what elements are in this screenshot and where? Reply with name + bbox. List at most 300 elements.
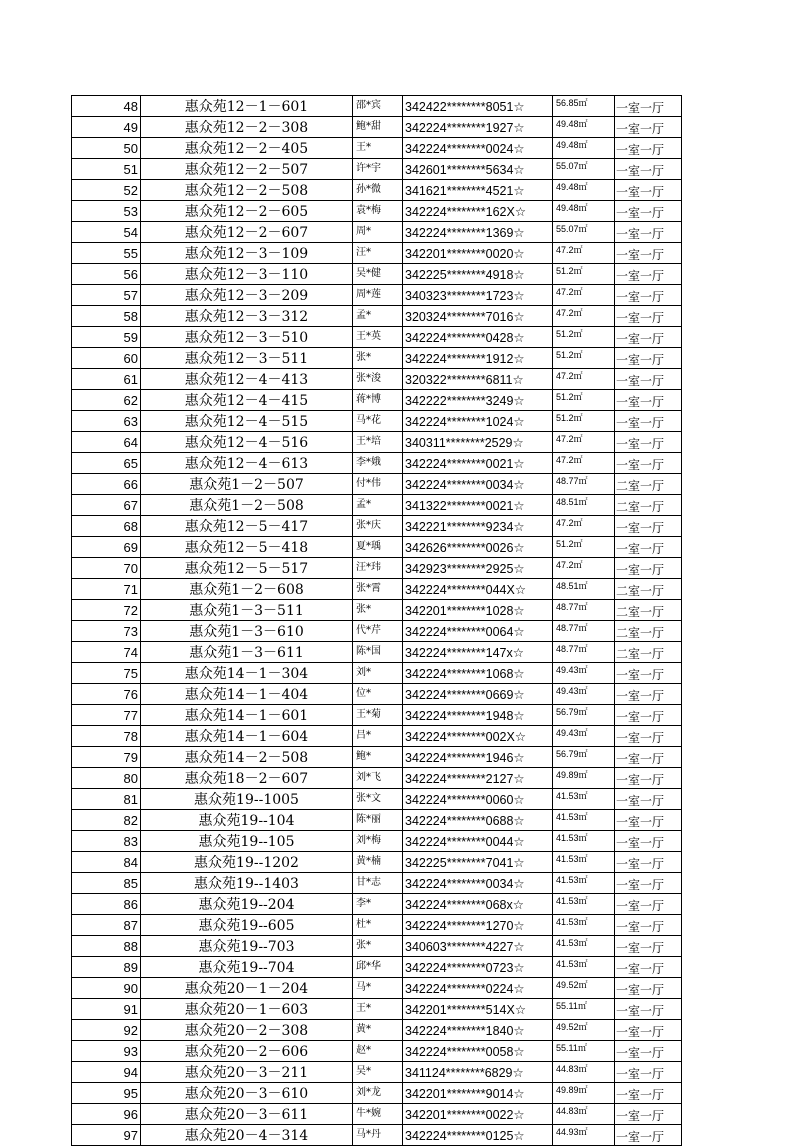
name-cell: 鲍*甜 xyxy=(353,117,403,138)
row-number-cell: 70 xyxy=(72,558,141,579)
table-row xyxy=(72,390,682,411)
unit-type-cell: 一室一厅 xyxy=(615,390,682,411)
table-row xyxy=(72,96,682,117)
unit-type-cell: 一室一厅 xyxy=(615,537,682,558)
table-row xyxy=(72,1125,682,1146)
address-cell: 惠众苑12－5－417 xyxy=(141,516,353,537)
name-cell: 甘*志 xyxy=(353,873,403,894)
id-number-cell: 342224********068x☆ xyxy=(403,894,553,915)
id-number-cell: 342224********1948☆ xyxy=(403,705,553,726)
table-row xyxy=(72,999,682,1020)
address-cell: 惠众苑1－2－507 xyxy=(141,474,353,495)
row-number-cell: 78 xyxy=(72,726,141,747)
unit-type-cell: 一室一厅 xyxy=(615,243,682,264)
id-number-cell: 342224********0723☆ xyxy=(403,957,553,978)
name-cell: 张*霄 xyxy=(353,579,403,600)
area-cell: 56.85㎡ xyxy=(553,96,615,117)
table-row xyxy=(72,369,682,390)
unit-type-cell: 一室一厅 xyxy=(615,852,682,873)
area-cell: 44.83㎡ xyxy=(553,1062,615,1083)
table-row xyxy=(72,327,682,348)
unit-type-cell: 一室一厅 xyxy=(615,978,682,999)
unit-type-cell: 一室一厅 xyxy=(615,516,682,537)
name-cell: 邵*宾 xyxy=(353,96,403,117)
table-row xyxy=(72,453,682,474)
address-cell: 惠众苑20－3－611 xyxy=(141,1104,353,1125)
name-cell: 张* xyxy=(353,936,403,957)
id-number-cell: 342224********0044☆ xyxy=(403,831,553,852)
address-cell: 惠众苑20－1－603 xyxy=(141,999,353,1020)
unit-type-cell: 二室一厅 xyxy=(615,579,682,600)
row-number-cell: 76 xyxy=(72,684,141,705)
address-cell: 惠众苑12－3－109 xyxy=(141,243,353,264)
unit-type-cell: 一室一厅 xyxy=(615,1083,682,1104)
id-number-cell: 340603********4227☆ xyxy=(403,936,553,957)
table-row xyxy=(72,1083,682,1104)
name-cell: 杜* xyxy=(353,915,403,936)
row-number-cell: 51 xyxy=(72,159,141,180)
id-number-cell: 342224********0428☆ xyxy=(403,327,553,348)
name-cell: 吕* xyxy=(353,726,403,747)
row-number-cell: 79 xyxy=(72,747,141,768)
area-cell: 49.48㎡ xyxy=(553,117,615,138)
unit-type-cell: 一室一厅 xyxy=(615,1125,682,1146)
row-number-cell: 56 xyxy=(72,264,141,285)
row-number-cell: 62 xyxy=(72,390,141,411)
row-number-cell: 48 xyxy=(72,96,141,117)
id-number-cell: 342224********147x☆ xyxy=(403,642,553,663)
address-cell: 惠众苑19--1005 xyxy=(141,789,353,810)
id-number-cell: 342201********0022☆ xyxy=(403,1104,553,1125)
row-number-cell: 93 xyxy=(72,1041,141,1062)
area-cell: 51.2㎡ xyxy=(553,327,615,348)
table-row xyxy=(72,705,682,726)
name-cell: 鲍* xyxy=(353,747,403,768)
name-cell: 李* xyxy=(353,894,403,915)
name-cell: 黄* xyxy=(353,1020,403,1041)
area-cell: 47.2㎡ xyxy=(553,453,615,474)
area-cell: 49.89㎡ xyxy=(553,768,615,789)
unit-type-cell: 一室一厅 xyxy=(615,201,682,222)
table-row xyxy=(72,726,682,747)
unit-type-cell: 二室一厅 xyxy=(615,600,682,621)
row-number-cell: 83 xyxy=(72,831,141,852)
address-cell: 惠众苑14－1－604 xyxy=(141,726,353,747)
address-cell: 惠众苑1－2－508 xyxy=(141,495,353,516)
table-row xyxy=(72,516,682,537)
table-row xyxy=(72,663,682,684)
unit-type-cell: 二室一厅 xyxy=(615,495,682,516)
unit-type-cell: 一室一厅 xyxy=(615,726,682,747)
address-cell: 惠众苑19--605 xyxy=(141,915,353,936)
unit-type-cell: 一室一厅 xyxy=(615,831,682,852)
unit-type-cell: 一室一厅 xyxy=(615,684,682,705)
row-number-cell: 53 xyxy=(72,201,141,222)
area-cell: 47.2㎡ xyxy=(553,243,615,264)
address-cell: 惠众苑12－4－415 xyxy=(141,390,353,411)
row-number-cell: 92 xyxy=(72,1020,141,1041)
unit-type-cell: 一室一厅 xyxy=(615,810,682,831)
address-cell: 惠众苑1－2－608 xyxy=(141,579,353,600)
table-row xyxy=(72,936,682,957)
name-cell: 代*芹 xyxy=(353,621,403,642)
id-number-cell: 342224********0060☆ xyxy=(403,789,553,810)
unit-type-cell: 一室一厅 xyxy=(615,264,682,285)
table-row xyxy=(72,1041,682,1062)
table-row xyxy=(72,117,682,138)
area-cell: 47.2㎡ xyxy=(553,369,615,390)
id-number-cell: 342225********7041☆ xyxy=(403,852,553,873)
id-number-cell: 342224********1068☆ xyxy=(403,663,553,684)
name-cell: 周*莲 xyxy=(353,285,403,306)
table-row xyxy=(72,138,682,159)
row-number-cell: 58 xyxy=(72,306,141,327)
table-row xyxy=(72,600,682,621)
row-number-cell: 81 xyxy=(72,789,141,810)
table-row xyxy=(72,243,682,264)
id-number-cell: 342224********0021☆ xyxy=(403,453,553,474)
unit-type-cell: 二室一厅 xyxy=(615,474,682,495)
row-number-cell: 90 xyxy=(72,978,141,999)
id-number-cell: 342224********0125☆ xyxy=(403,1125,553,1146)
address-cell: 惠众苑12－4－516 xyxy=(141,432,353,453)
unit-type-cell: 一室一厅 xyxy=(615,705,682,726)
name-cell: 马* xyxy=(353,978,403,999)
unit-type-cell: 二室一厅 xyxy=(615,642,682,663)
table-row xyxy=(72,747,682,768)
unit-type-cell: 一室一厅 xyxy=(615,411,682,432)
area-cell: 41.53㎡ xyxy=(553,873,615,894)
name-cell: 孟* xyxy=(353,306,403,327)
address-cell: 惠众苑12－1－601 xyxy=(141,96,353,117)
address-cell: 惠众苑12－4－413 xyxy=(141,369,353,390)
row-number-cell: 65 xyxy=(72,453,141,474)
unit-type-cell: 一室一厅 xyxy=(615,768,682,789)
address-cell: 惠众苑12－4－515 xyxy=(141,411,353,432)
table-row xyxy=(72,810,682,831)
table-row xyxy=(72,1104,682,1125)
table-row xyxy=(72,789,682,810)
address-cell: 惠众苑20－2－308 xyxy=(141,1020,353,1041)
id-number-cell: 342422********8051☆ xyxy=(403,96,553,117)
area-cell: 51.2㎡ xyxy=(553,264,615,285)
row-number-cell: 59 xyxy=(72,327,141,348)
id-number-cell: 342224********1840☆ xyxy=(403,1020,553,1041)
area-cell: 48.77㎡ xyxy=(553,600,615,621)
address-cell: 惠众苑12－3－511 xyxy=(141,348,353,369)
table-row xyxy=(72,264,682,285)
address-cell: 惠众苑19--1202 xyxy=(141,852,353,873)
name-cell: 张*文 xyxy=(353,789,403,810)
unit-type-cell: 一室一厅 xyxy=(615,663,682,684)
name-cell: 马*花 xyxy=(353,411,403,432)
unit-type-cell: 一室一厅 xyxy=(615,348,682,369)
area-cell: 48.77㎡ xyxy=(553,621,615,642)
table-body xyxy=(72,96,682,1146)
address-cell: 惠众苑12－3－110 xyxy=(141,264,353,285)
area-cell: 51.2㎡ xyxy=(553,348,615,369)
row-number-cell: 87 xyxy=(72,915,141,936)
row-number-cell: 71 xyxy=(72,579,141,600)
name-cell: 张* xyxy=(353,600,403,621)
name-cell: 吴* xyxy=(353,1062,403,1083)
id-number-cell: 341621********4521☆ xyxy=(403,180,553,201)
row-number-cell: 84 xyxy=(72,852,141,873)
row-number-cell: 64 xyxy=(72,432,141,453)
area-cell: 44.83㎡ xyxy=(553,1104,615,1125)
row-number-cell: 57 xyxy=(72,285,141,306)
unit-type-cell: 一室一厅 xyxy=(615,936,682,957)
area-cell: 55.07㎡ xyxy=(553,222,615,243)
address-cell: 惠众苑14－1－304 xyxy=(141,663,353,684)
table-row xyxy=(72,411,682,432)
table-row xyxy=(72,432,682,453)
unit-type-cell: 一室一厅 xyxy=(615,747,682,768)
area-cell: 48.51㎡ xyxy=(553,579,615,600)
area-cell: 44.93㎡ xyxy=(553,1125,615,1146)
id-number-cell: 342224********0024☆ xyxy=(403,138,553,159)
name-cell: 黄*楠 xyxy=(353,852,403,873)
area-cell: 49.48㎡ xyxy=(553,180,615,201)
table-row xyxy=(72,474,682,495)
id-number-cell: 342224********2127☆ xyxy=(403,768,553,789)
table-row xyxy=(72,684,682,705)
address-cell: 惠众苑19--704 xyxy=(141,957,353,978)
id-number-cell: 342224********0064☆ xyxy=(403,621,553,642)
area-cell: 41.53㎡ xyxy=(553,852,615,873)
row-number-cell: 74 xyxy=(72,642,141,663)
area-cell: 55.11㎡ xyxy=(553,1041,615,1062)
area-cell: 48.77㎡ xyxy=(553,474,615,495)
address-cell: 惠众苑12－4－613 xyxy=(141,453,353,474)
name-cell: 王* xyxy=(353,138,403,159)
unit-type-cell: 一室一厅 xyxy=(615,96,682,117)
name-cell: 位* xyxy=(353,684,403,705)
unit-type-cell: 一室一厅 xyxy=(615,327,682,348)
address-cell: 惠众苑20－3－211 xyxy=(141,1062,353,1083)
row-number-cell: 55 xyxy=(72,243,141,264)
id-number-cell: 342224********0034☆ xyxy=(403,873,553,894)
unit-type-cell: 一室一厅 xyxy=(615,285,682,306)
table-row xyxy=(72,222,682,243)
row-number-cell: 61 xyxy=(72,369,141,390)
address-cell: 惠众苑12－3－510 xyxy=(141,327,353,348)
unit-type-cell: 一室一厅 xyxy=(615,789,682,810)
row-number-cell: 82 xyxy=(72,810,141,831)
row-number-cell: 60 xyxy=(72,348,141,369)
unit-type-cell: 一室一厅 xyxy=(615,306,682,327)
table-row xyxy=(72,348,682,369)
row-number-cell: 94 xyxy=(72,1062,141,1083)
address-cell: 惠众苑20－1－204 xyxy=(141,978,353,999)
id-number-cell: 341124********6829☆ xyxy=(403,1062,553,1083)
unit-type-cell: 一室一厅 xyxy=(615,117,682,138)
area-cell: 56.79㎡ xyxy=(553,747,615,768)
unit-type-cell: 一室一厅 xyxy=(615,369,682,390)
area-cell: 47.2㎡ xyxy=(553,432,615,453)
area-cell: 47.2㎡ xyxy=(553,558,615,579)
id-number-cell: 342225********4918☆ xyxy=(403,264,553,285)
address-cell: 惠众苑19--1403 xyxy=(141,873,353,894)
area-cell: 49.48㎡ xyxy=(553,138,615,159)
unit-type-cell: 一室一厅 xyxy=(615,222,682,243)
id-number-cell: 320324********7016☆ xyxy=(403,306,553,327)
area-cell: 55.11㎡ xyxy=(553,999,615,1020)
row-number-cell: 73 xyxy=(72,621,141,642)
row-number-cell: 49 xyxy=(72,117,141,138)
area-cell: 49.52㎡ xyxy=(553,978,615,999)
area-cell: 41.53㎡ xyxy=(553,915,615,936)
address-cell: 惠众苑19--204 xyxy=(141,894,353,915)
area-cell: 49.43㎡ xyxy=(553,663,615,684)
housing-list-table xyxy=(71,95,682,1146)
area-cell: 41.53㎡ xyxy=(553,894,615,915)
table-row xyxy=(72,894,682,915)
table-row xyxy=(72,873,682,894)
address-cell: 惠众苑12－5－517 xyxy=(141,558,353,579)
row-number-cell: 88 xyxy=(72,936,141,957)
name-cell: 王* xyxy=(353,999,403,1020)
id-number-cell: 342224********0034☆ xyxy=(403,474,553,495)
id-number-cell: 340311********2529☆ xyxy=(403,432,553,453)
unit-type-cell: 一室一厅 xyxy=(615,1020,682,1041)
id-number-cell: 342224********0669☆ xyxy=(403,684,553,705)
id-number-cell: 342224********0688☆ xyxy=(403,810,553,831)
id-number-cell: 342224********1024☆ xyxy=(403,411,553,432)
id-number-cell: 320322********6811☆ xyxy=(403,369,553,390)
unit-type-cell: 一室一厅 xyxy=(615,1104,682,1125)
name-cell: 汪*玮 xyxy=(353,558,403,579)
address-cell: 惠众苑12－2－405 xyxy=(141,138,353,159)
row-number-cell: 77 xyxy=(72,705,141,726)
id-number-cell: 342201********1028☆ xyxy=(403,600,553,621)
address-cell: 惠众苑14－2－508 xyxy=(141,747,353,768)
row-number-cell: 66 xyxy=(72,474,141,495)
name-cell: 王*菊 xyxy=(353,705,403,726)
table-row xyxy=(72,495,682,516)
unit-type-cell: 一室一厅 xyxy=(615,894,682,915)
id-number-cell: 342224********0058☆ xyxy=(403,1041,553,1062)
area-cell: 47.2㎡ xyxy=(553,516,615,537)
row-number-cell: 52 xyxy=(72,180,141,201)
table-row xyxy=(72,915,682,936)
id-number-cell: 342222********3249☆ xyxy=(403,390,553,411)
address-cell: 惠众苑18－2－607 xyxy=(141,768,353,789)
table-row xyxy=(72,306,682,327)
address-cell: 惠众苑12－2－607 xyxy=(141,222,353,243)
id-number-cell: 342224********0224☆ xyxy=(403,978,553,999)
id-number-cell: 342224********1912☆ xyxy=(403,348,553,369)
name-cell: 许*宇 xyxy=(353,159,403,180)
row-number-cell: 97 xyxy=(72,1125,141,1146)
area-cell: 48.51㎡ xyxy=(553,495,615,516)
id-number-cell: 342201********0020☆ xyxy=(403,243,553,264)
id-number-cell: 342224********044X☆ xyxy=(403,579,553,600)
address-cell: 惠众苑12－5－418 xyxy=(141,537,353,558)
name-cell: 王*英 xyxy=(353,327,403,348)
name-cell: 陈*国 xyxy=(353,642,403,663)
id-number-cell: 342221********9234☆ xyxy=(403,516,553,537)
table-row xyxy=(72,558,682,579)
id-number-cell: 340323********1723☆ xyxy=(403,285,553,306)
name-cell: 邱*华 xyxy=(353,957,403,978)
unit-type-cell: 一室一厅 xyxy=(615,915,682,936)
address-cell: 惠众苑1－3－610 xyxy=(141,621,353,642)
table-row xyxy=(72,1020,682,1041)
name-cell: 付*伟 xyxy=(353,474,403,495)
name-cell: 周* xyxy=(353,222,403,243)
unit-type-cell: 一室一厅 xyxy=(615,138,682,159)
table-row xyxy=(72,537,682,558)
table-row xyxy=(72,1062,682,1083)
row-number-cell: 67 xyxy=(72,495,141,516)
row-number-cell: 89 xyxy=(72,957,141,978)
address-cell: 惠众苑12－2－507 xyxy=(141,159,353,180)
name-cell: 刘* xyxy=(353,663,403,684)
id-number-cell: 341322********0021☆ xyxy=(403,495,553,516)
name-cell: 张* xyxy=(353,348,403,369)
id-number-cell: 342201********514X☆ xyxy=(403,999,553,1020)
area-cell: 49.48㎡ xyxy=(553,201,615,222)
id-number-cell: 342923********2925☆ xyxy=(403,558,553,579)
address-cell: 惠众苑19--105 xyxy=(141,831,353,852)
row-number-cell: 63 xyxy=(72,411,141,432)
unit-type-cell: 一室一厅 xyxy=(615,159,682,180)
id-number-cell: 342601********5634☆ xyxy=(403,159,553,180)
name-cell: 蒋*博 xyxy=(353,390,403,411)
address-cell: 惠众苑12－2－508 xyxy=(141,180,353,201)
row-number-cell: 75 xyxy=(72,663,141,684)
area-cell: 51.2㎡ xyxy=(553,537,615,558)
area-cell: 48.77㎡ xyxy=(553,642,615,663)
name-cell: 牛*婉 xyxy=(353,1104,403,1125)
id-number-cell: 342224********1927☆ xyxy=(403,117,553,138)
name-cell: 赵* xyxy=(353,1041,403,1062)
unit-type-cell: 一室一厅 xyxy=(615,999,682,1020)
address-cell: 惠众苑20－4－314 xyxy=(141,1125,353,1146)
name-cell: 马*丹 xyxy=(353,1125,403,1146)
name-cell: 刘*梅 xyxy=(353,831,403,852)
area-cell: 51.2㎡ xyxy=(553,390,615,411)
name-cell: 夏*瑀 xyxy=(353,537,403,558)
address-cell: 惠众苑20－3－610 xyxy=(141,1083,353,1104)
table-row xyxy=(72,642,682,663)
unit-type-cell: 一室一厅 xyxy=(615,558,682,579)
address-cell: 惠众苑12－2－308 xyxy=(141,117,353,138)
table-row xyxy=(72,852,682,873)
id-number-cell: 342224********1369☆ xyxy=(403,222,553,243)
area-cell: 49.89㎡ xyxy=(553,1083,615,1104)
row-number-cell: 95 xyxy=(72,1083,141,1104)
unit-type-cell: 一室一厅 xyxy=(615,1041,682,1062)
address-cell: 惠众苑12－3－209 xyxy=(141,285,353,306)
id-number-cell: 342626********0026☆ xyxy=(403,537,553,558)
area-cell: 41.53㎡ xyxy=(553,810,615,831)
table-row xyxy=(72,621,682,642)
row-number-cell: 86 xyxy=(72,894,141,915)
name-cell: 刘*飞 xyxy=(353,768,403,789)
name-cell: 刘*龙 xyxy=(353,1083,403,1104)
unit-type-cell: 一室一厅 xyxy=(615,453,682,474)
area-cell: 41.53㎡ xyxy=(553,831,615,852)
unit-type-cell: 一室一厅 xyxy=(615,957,682,978)
name-cell: 孟* xyxy=(353,495,403,516)
unit-type-cell: 一室一厅 xyxy=(615,180,682,201)
name-cell: 张*浚 xyxy=(353,369,403,390)
name-cell: 袁*梅 xyxy=(353,201,403,222)
address-cell: 惠众苑14－1－601 xyxy=(141,705,353,726)
id-number-cell: 342224********1946☆ xyxy=(403,747,553,768)
